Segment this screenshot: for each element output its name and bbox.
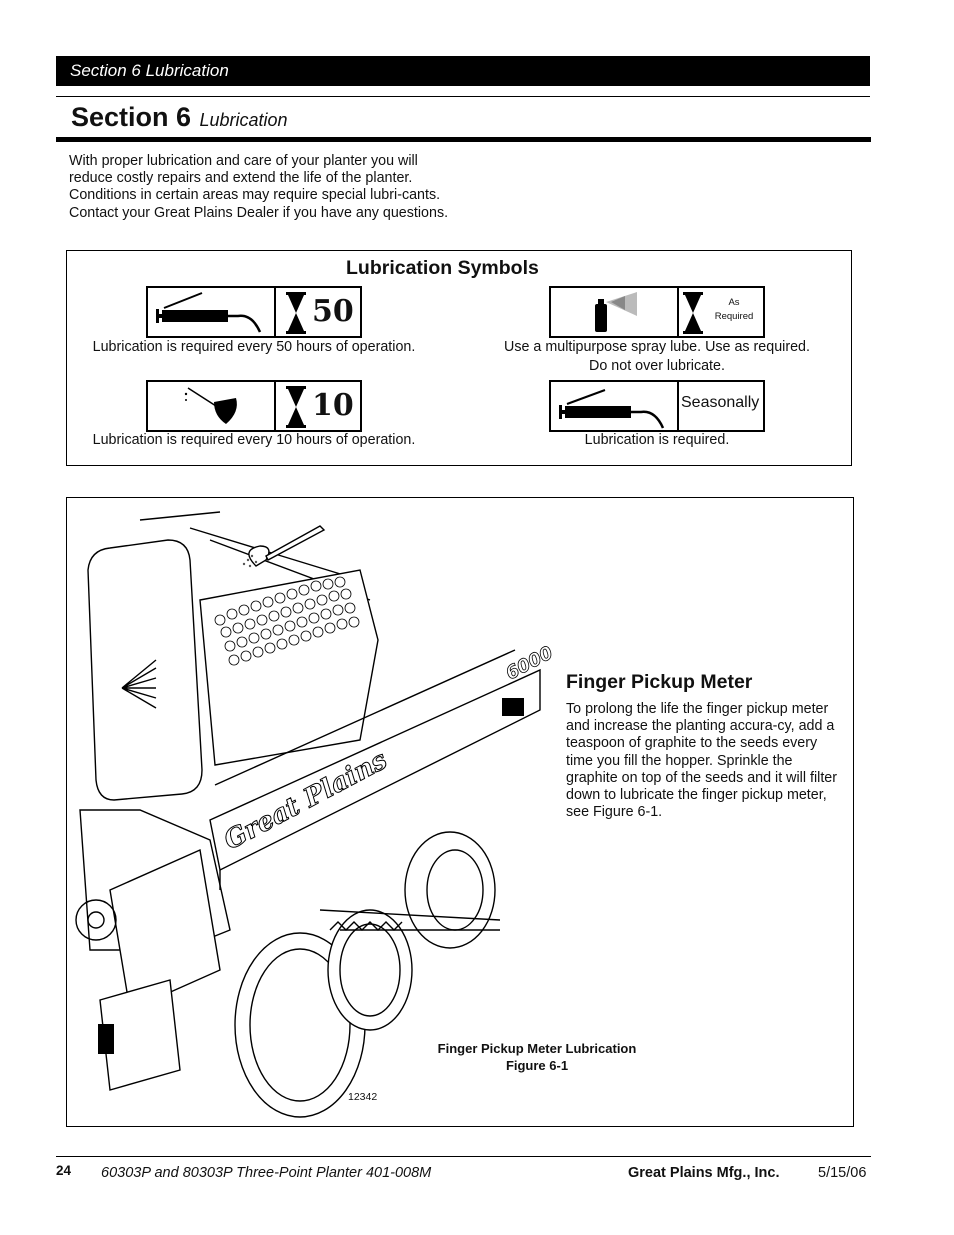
spray-can-icon — [551, 288, 679, 336]
symbol-caption: Lubrication is required. — [584, 432, 730, 448]
page-title — [71, 102, 288, 133]
planter-illustration — [70, 510, 560, 1122]
oil-can-icon — [148, 382, 276, 430]
symbol-grease-seasonally — [549, 380, 765, 432]
revision-date: 5/15/06 — [818, 1165, 867, 1181]
figure-reference-number: 12342 — [348, 1091, 378, 1103]
page-title-sub: Lubrication — [199, 110, 288, 130]
symbols-title: Lubrication Symbols — [346, 257, 539, 279]
interval-line-2: Required — [714, 311, 754, 322]
interval-hours: 50 — [312, 294, 354, 329]
hourglass-icon — [284, 291, 310, 335]
hourglass-interval-cell — [274, 382, 360, 430]
symbol-grease-50 — [146, 286, 362, 338]
symbol-caption-line-2: Do not over lubricate. — [589, 358, 725, 374]
intro-paragraph: With proper lubrication and care of your planter you will reduce costly repairs and extend the life of the planter. Conditions in certain areas may require special lubri-cants. Contact your Great Plains Dealer if you have any questions. — [69, 153, 449, 221]
interval-line-1: As — [728, 297, 740, 308]
company-name: Great Plains Mfg., Inc. — [628, 1165, 780, 1181]
interval-hours: 10 — [312, 388, 354, 423]
figure-heading: Finger Pickup Meter — [566, 671, 753, 693]
symbol-oil-10 — [146, 380, 362, 432]
figure-caption-number: Figure 6-1 — [505, 1058, 569, 1073]
hourglass-icon — [681, 291, 707, 335]
page-title-main: Section 6 — [71, 102, 192, 132]
hourglass-icon — [284, 385, 310, 429]
figure-caption — [402, 1040, 672, 1074]
model-decal: 6000 — [502, 642, 557, 685]
hourglass-interval-cell — [677, 288, 763, 336]
interval-label: Seasonally — [681, 394, 760, 411]
footer-rule — [56, 1156, 871, 1157]
figure-caption-title: Finger Pickup Meter Lubrication — [437, 1041, 637, 1056]
figure-body-text: To prolong the life the finger pickup meter and increase the planting accura-cy, add a teaspoon of graphite to the seeds every time you fill the hopper. Sprinkle the graphite on top of the seeds and it will filter down to lubricate the finger pickup meter, see Figure 6-1. — [566, 701, 838, 821]
symbol-caption-line-1: Use a multipurpose spray lube. Use as required. — [504, 339, 810, 355]
symbol-caption: Lubrication is required every 10 hours of operation. — [92, 432, 416, 448]
page-number: 24 — [56, 1163, 72, 1178]
brand-decal: Great Plains — [219, 745, 393, 857]
symbol-spray-as-required — [549, 286, 765, 338]
interval-label — [707, 296, 761, 324]
symbol-caption — [476, 338, 838, 376]
grease-gun-icon — [551, 382, 679, 430]
hourglass-interval-cell — [274, 288, 360, 336]
running-header — [56, 56, 870, 86]
grease-gun-icon — [148, 288, 276, 336]
symbol-caption: Lubrication is required every 50 hours of operation. — [92, 339, 416, 355]
interval-cell — [677, 382, 763, 430]
running-header-label: Section 6 Lubrication — [70, 61, 229, 80]
title-rule — [56, 137, 871, 142]
header-rule — [56, 96, 870, 97]
document-title: 60303P and 80303P Three-Point Planter 401-008M — [101, 1165, 432, 1181]
